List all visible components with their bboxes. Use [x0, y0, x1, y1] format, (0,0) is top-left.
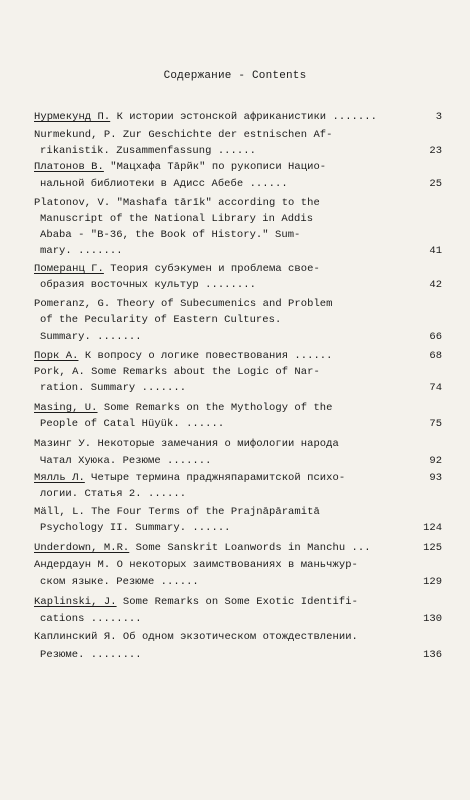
entry-text: of the Pecularity of Eastern Cultures. [40, 314, 282, 326]
page-number: 92 [429, 455, 442, 467]
entry-text: Ababa - "B-36, the Book of History." Sum- [40, 229, 301, 241]
entry-text: Андердаун М. О некоторых заимствованиях в маньчжур- [34, 559, 358, 571]
toc-entry-line [34, 196, 320, 210]
entry-text: Резюме. ........ [40, 649, 142, 661]
entry-author: Померанц Г. [34, 263, 104, 275]
toc-entry-line [40, 417, 224, 431]
toc-entry-line [40, 612, 142, 626]
entry-text: mary. ....... [40, 245, 123, 257]
entry-text: Platonov, V. "Mashafa tārīk" according to the [34, 197, 320, 209]
entry-text: Some Sanskrit Loanwords in Manchu ... [129, 542, 371, 554]
toc-entry-line [34, 630, 358, 644]
page-number: 66 [429, 331, 442, 343]
toc-entry-line [34, 349, 333, 363]
toc-entry-line [40, 330, 142, 344]
entry-author: Нурмекунд П. [34, 111, 111, 123]
page-number: 93 [429, 472, 442, 484]
entry-text: К истории эстонской африканистики ....... [110, 111, 377, 123]
toc-entry-line [40, 487, 186, 501]
toc-entry-line [34, 365, 320, 379]
toc-entry-line [40, 648, 142, 662]
page-number: 3 [435, 111, 442, 123]
page-number: 130 [423, 613, 442, 625]
toc-entry-line [34, 297, 333, 311]
toc-entry-line [40, 144, 256, 158]
entry-text: Mäll, L. The Four Terms of the Prajnāpāramitā [34, 506, 320, 518]
toc-entry-line [34, 160, 326, 174]
entry-text: Чатал Хуюка. Резюме ....... [40, 455, 212, 467]
page-number: 41 [429, 245, 442, 257]
page-number: 68 [429, 350, 442, 362]
entry-author: Kaplinski, J. [34, 596, 117, 608]
entry-text: ском языке. Резюме ...... [40, 576, 199, 588]
toc-entry-line [34, 128, 333, 142]
entry-author: Мялль Л. [34, 472, 85, 484]
toc-entry-line [40, 313, 281, 327]
toc-entry-line [34, 262, 320, 276]
toc-entry-line [34, 541, 371, 555]
entry-text: Четыре термина праджняпарамитской психо- [84, 472, 346, 484]
toc-entry-line [34, 558, 358, 572]
entry-text: Pork, A. Some Remarks about the Logic of Nar- [34, 366, 320, 378]
entry-text: образия восточных культур ........ [40, 279, 256, 291]
entry-text: Мазинг У. Некоторые замечания о мифологии народа [34, 438, 339, 450]
entry-text: Nurmekund, P. Zur Geschichte der estnischen Af- [34, 129, 333, 141]
entry-author: Порк А. [34, 350, 79, 362]
toc-entry-line [40, 212, 313, 226]
entry-text: Каплинский Я. Об одном экзотическом отождествлении. [34, 631, 358, 643]
toc-entry-line [40, 244, 123, 258]
entry-text: Some Remarks on the Mythology of the [97, 402, 333, 414]
entry-text: People of Catal Hüyük. ...... [40, 418, 225, 430]
toc-entry-line [34, 437, 339, 451]
toc-entry-line [34, 505, 320, 519]
page-number: 42 [429, 279, 442, 291]
toc-entry-line [34, 401, 333, 415]
entry-text: Psychology II. Summary. ...... [40, 522, 231, 534]
entry-text: Pomeranz, G. Theory of Subecumenics and Problem [34, 298, 333, 310]
entry-text: нальной библиотеки в Адисс Абебе ...... [40, 178, 288, 190]
toc-entry-line [34, 471, 345, 485]
entry-text: Summary. ....... [40, 331, 142, 343]
toc-entry-line [34, 110, 377, 124]
entry-text: Some Remarks on Some Exotic Identifi- [116, 596, 358, 608]
page-number: 136 [423, 649, 442, 661]
entry-text: Теория субэкумен и проблема свое- [103, 263, 320, 275]
toc-entry-line [40, 575, 199, 589]
entry-author: Платонов В. [34, 161, 104, 173]
page-number: 75 [429, 418, 442, 430]
entry-text: ration. Summary ....... [40, 382, 187, 394]
entry-text: К вопросу о логике повествования ...... [78, 350, 333, 362]
entry-text: rikanistik. Zusammenfassung ...... [40, 145, 256, 157]
page-number: 129 [423, 576, 442, 588]
entry-text: "Мацхафа Тāрйк" по рукописи Нацио- [103, 161, 327, 173]
toc-entry-line [40, 381, 186, 395]
entry-text: логии. Статья 2. ...... [40, 488, 187, 500]
entry-text: cations ........ [40, 613, 142, 625]
toc-entry-line [40, 521, 231, 535]
toc-entry-line [34, 595, 358, 609]
page-number: 74 [429, 382, 442, 394]
toc-entry-line [40, 228, 300, 242]
page-number: 25 [429, 178, 442, 190]
toc-entry-line [40, 278, 256, 292]
page-number: 125 [423, 542, 442, 554]
toc-entry-line [40, 177, 288, 191]
page-number: 23 [429, 145, 442, 157]
toc-entry-line [40, 454, 211, 468]
page-title: Содержание - Contents [163, 70, 307, 82]
page-number: 124 [423, 522, 442, 534]
entry-text: Manuscript of the National Library in Addis [40, 213, 314, 225]
entry-author: Masing, U. [34, 402, 98, 414]
entry-author: Underdown, M.R. [34, 542, 130, 554]
